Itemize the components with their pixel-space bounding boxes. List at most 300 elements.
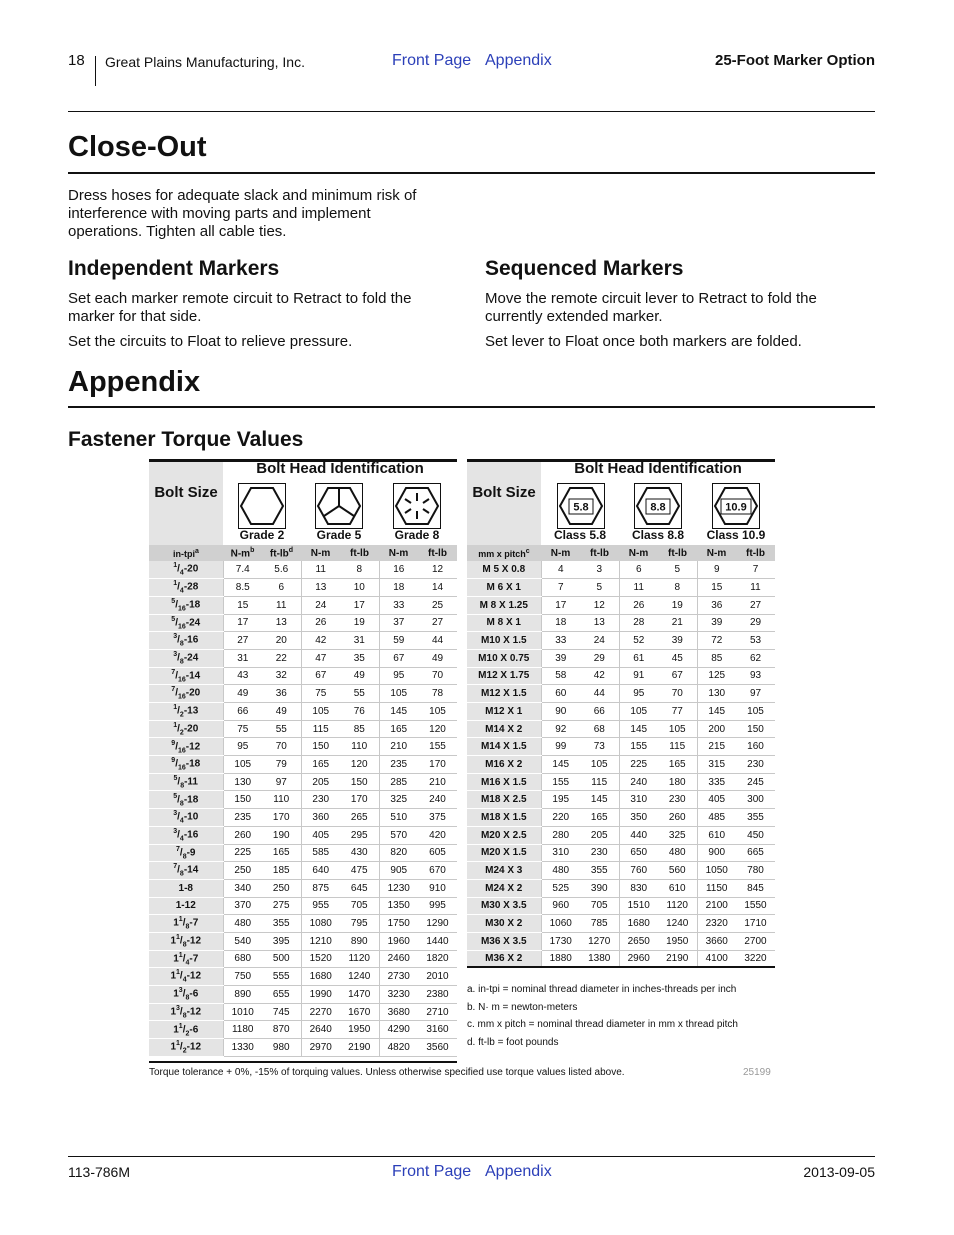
footer-front-page-link[interactable]: Front Page [392, 1163, 472, 1180]
inch-torque-cell: 27 [418, 614, 457, 632]
table-row [467, 844, 775, 862]
metric-torque-cell: 3220 [736, 950, 775, 968]
metric-torque-cell: 61 [619, 649, 658, 667]
metric-torque-cell: 11 [736, 579, 775, 597]
metric-torque-cell: 3660 [697, 932, 736, 950]
inch-bolt-size-cell: $^1/_4-20$ [149, 561, 223, 579]
closeout-rule [68, 172, 875, 174]
metric-torque-cell: 13 [580, 614, 619, 632]
appendix-heading: Appendix [68, 366, 201, 398]
inch-torque-cell: 585 [301, 844, 340, 862]
metric-torque-cell: 145 [580, 791, 619, 809]
metric-torque-cell: 280 [541, 826, 580, 844]
inch-torque-cell: 250 [262, 879, 301, 897]
metric-torque-cell: 66 [580, 703, 619, 721]
metric-bolt-size-cell: M 8 X 1 [467, 614, 541, 632]
metric-torque-cell: 1880 [541, 950, 580, 968]
metric-torque-cell: 230 [580, 844, 619, 862]
table-row [149, 579, 457, 597]
metric-bolt-size-cell: M10 X 0.75 [467, 649, 541, 667]
inch-torque-cell: 2640 [301, 1021, 340, 1039]
metric-torque-cell: 845 [736, 879, 775, 897]
metric-torque-cell: 125 [697, 667, 736, 685]
table-row [149, 950, 457, 968]
metric-bolt-size-cell: M 5 X 0.8 [467, 561, 541, 579]
inch-torque-cell: 47 [301, 649, 340, 667]
inch-torque-cell: 120 [340, 756, 379, 774]
metric-torque-cell: 99 [541, 738, 580, 756]
metric-torque-cell: 26 [619, 596, 658, 614]
inch-bolt-size-cell: $^9/_{16}-18$ [149, 756, 223, 774]
metric-torque-cell: 91 [619, 667, 658, 685]
metric-torque-cell: 1730 [541, 932, 580, 950]
inch-torque-cell: 76 [340, 703, 379, 721]
inch-subheader-cell: $N-m^b$ [223, 545, 262, 561]
class88-bolt-icon [634, 483, 682, 529]
inch-torque-cell: 7.4 [223, 561, 262, 579]
metric-torque-cell: 6 [619, 561, 658, 579]
table-row [149, 915, 457, 933]
inch-torque-cell: 170 [262, 809, 301, 827]
inch-torque-cell: 43 [223, 667, 262, 685]
inch-torque-cell: 995 [418, 897, 457, 915]
table-row [149, 1039, 457, 1057]
inch-torque-cell: 1290 [418, 915, 457, 933]
inch-torque-cell: 185 [262, 862, 301, 880]
metric-torque-cell: 1710 [736, 915, 775, 933]
metric-torque-cell: 525 [541, 879, 580, 897]
inch-torque-cell: 705 [340, 897, 379, 915]
inch-torque-cell: 570 [379, 826, 418, 844]
metric-torque-cell: 760 [619, 862, 658, 880]
inch-torque-cell: 285 [379, 773, 418, 791]
inch-torque-cell: 145 [379, 703, 418, 721]
table-row [149, 738, 457, 756]
metric-torque-cell: 68 [580, 720, 619, 738]
inch-torque-cell: 1820 [418, 950, 457, 968]
inch-bolt-size-cell: $1^1/_4-12$ [149, 968, 223, 986]
inch-torque-cell: 240 [418, 791, 457, 809]
metric-torque-cell: 310 [619, 791, 658, 809]
metric-torque-cell: 1240 [658, 915, 697, 933]
inch-torque-cell: 395 [262, 932, 301, 950]
inch-subheader-cell: N-m [301, 545, 340, 561]
inch-torque-cell: 2710 [418, 1003, 457, 1021]
metric-torque-cell: 3 [580, 561, 619, 579]
inch-bolt-size-cell: $^1/_4-28$ [149, 579, 223, 597]
metric-torque-cell: 440 [619, 826, 658, 844]
inch-torque-cell: 3560 [418, 1039, 457, 1057]
metric-torque-cell: 155 [619, 738, 658, 756]
metric-torque-cell: 1060 [541, 915, 580, 933]
inch-subheader-cell: ft-lb [340, 545, 379, 561]
table-row [149, 932, 457, 950]
inch-torque-cell: 25 [418, 596, 457, 614]
metric-torque-cell: 310 [541, 844, 580, 862]
class88-label: Class 8.8 [631, 528, 685, 542]
metric-bolt-size-cell: M18 X 2.5 [467, 791, 541, 809]
inch-torque-table [149, 545, 457, 1057]
inch-torque-cell: 1950 [340, 1021, 379, 1039]
figure-id: 25199 [743, 1067, 771, 1078]
inch-torque-cell: 26 [301, 614, 340, 632]
table-row [467, 932, 775, 950]
inch-torque-cell: 1350 [379, 897, 418, 915]
inch-torque-cell: 19 [340, 614, 379, 632]
inch-bolt-size-cell: $^5/_{16}-18$ [149, 596, 223, 614]
inch-torque-cell: 95 [379, 667, 418, 685]
inch-torque-cell: 745 [262, 1003, 301, 1021]
inch-torque-cell: 370 [223, 897, 262, 915]
metric-torque-cell: 830 [619, 879, 658, 897]
inch-torque-cell: 4290 [379, 1021, 418, 1039]
inch-torque-cell: 170 [418, 756, 457, 774]
inch-bolt-size-cell: $^3/_4-10$ [149, 809, 223, 827]
grade5-bolt-icon [315, 483, 363, 529]
inch-torque-cell: 820 [379, 844, 418, 862]
inch-torque-cell: 640 [301, 862, 340, 880]
inch-torque-cell: 150 [301, 738, 340, 756]
table-row [149, 879, 457, 897]
footnote-a: a. in-tpi = nominal thread diameter in inches-threads per inch [467, 984, 737, 995]
inch-torque-cell: 22 [262, 649, 301, 667]
grade8-bolt-icon [393, 483, 441, 529]
inch-bolt-size-cell: $^7/_{16}-14$ [149, 667, 223, 685]
section-title: 25-Foot Marker Option [714, 52, 875, 69]
inch-torque-cell: 875 [301, 879, 340, 897]
inch-bolt-size-cell: $^7/_8-14$ [149, 862, 223, 880]
metric-torque-table [467, 545, 775, 968]
metric-torque-cell: 450 [736, 826, 775, 844]
metric-torque-cell: 355 [580, 862, 619, 880]
inch-torque-cell: 1440 [418, 932, 457, 950]
inch-torque-cell: 360 [301, 809, 340, 827]
inch-subheader-cell: $ft-lb^d$ [262, 545, 301, 561]
inch-torque-cell: 150 [340, 773, 379, 791]
metric-torque-cell: 130 [697, 685, 736, 703]
table-row [467, 596, 775, 614]
inch-torque-cell: 795 [340, 915, 379, 933]
inch-bolt-size-cell: $^1/_2-20$ [149, 720, 223, 738]
grade2-label: Grade 2 [239, 528, 285, 542]
inch-torque-cell: 70 [262, 738, 301, 756]
metric-torque-cell: 1150 [697, 879, 736, 897]
metric-torque-cell: 17 [541, 596, 580, 614]
metric-torque-cell: 485 [697, 809, 736, 827]
inch-torque-cell: 11 [262, 596, 301, 614]
metric-torque-cell: 390 [580, 879, 619, 897]
metric-torque-cell: 150 [736, 720, 775, 738]
inch-torque-cell: 27 [223, 632, 262, 650]
metric-subheader-cell: ft-lb [580, 545, 619, 561]
metric-subheader-cell: N-m [619, 545, 658, 561]
metric-torque-cell: 1510 [619, 897, 658, 915]
table-row [149, 596, 457, 614]
inch-torque-cell: 205 [301, 773, 340, 791]
metric-torque-cell: 195 [541, 791, 580, 809]
inch-torque-cell: 20 [262, 632, 301, 650]
table-row [467, 738, 775, 756]
inch-torque-cell: 420 [418, 826, 457, 844]
inch-subheader-cell: N-m [379, 545, 418, 561]
torque-tolerance-note: Torque tolerance + 0%, -15% of torquing values. Unless otherwise specified use torque values listed above. [149, 1067, 625, 1078]
metric-subheader-cell: ft-lb [736, 545, 775, 561]
inch-torque-cell: 155 [418, 738, 457, 756]
metric-torque-cell: 1120 [658, 897, 697, 915]
metric-torque-cell: 160 [736, 738, 775, 756]
metric-bolt-size-cell: M12 X 1.75 [467, 667, 541, 685]
metric-torque-cell: 315 [697, 756, 736, 774]
metric-torque-cell: 72 [697, 632, 736, 650]
table-row [149, 826, 457, 844]
inch-torque-cell: 8.5 [223, 579, 262, 597]
metric-torque-cell: 705 [580, 897, 619, 915]
metric-torque-cell: 62 [736, 649, 775, 667]
metric-torque-cell: 2700 [736, 932, 775, 950]
inch-torque-cell: 18 [379, 579, 418, 597]
metric-bolt-size-cell: M16 X 1.5 [467, 773, 541, 791]
metric-torque-cell: 115 [580, 773, 619, 791]
inch-torque-cell: 35 [340, 649, 379, 667]
metric-bolt-size-header: Bolt Size [467, 462, 541, 547]
inch-torque-cell: 4820 [379, 1039, 418, 1057]
inch-torque-cell: 12 [418, 561, 457, 579]
inch-bolt-size-header: Bolt Size [149, 462, 223, 547]
inch-torque-cell: 24 [301, 596, 340, 614]
metric-table-bottom [467, 966, 775, 968]
metric-torque-cell: 2100 [697, 897, 736, 915]
inch-torque-cell: 375 [418, 809, 457, 827]
metric-subheader-cell: N-m [697, 545, 736, 561]
front-page-link[interactable]: Front Page [392, 52, 472, 69]
table-row [467, 667, 775, 685]
inch-torque-cell: 235 [223, 809, 262, 827]
inch-torque-cell: 1470 [340, 986, 379, 1004]
grade8-label: Grade 8 [394, 528, 440, 542]
inch-torque-cell: 2270 [301, 1003, 340, 1021]
inch-torque-cell: 540 [223, 932, 262, 950]
metric-torque-cell: 67 [658, 667, 697, 685]
metric-torque-cell: 900 [697, 844, 736, 862]
inch-subheader-row [149, 545, 457, 561]
independent-p2: Set the circuits to Float to relieve pressure. [68, 333, 353, 350]
inch-torque-cell: 2010 [418, 968, 457, 986]
inch-torque-cell: 6 [262, 579, 301, 597]
inch-torque-cell: 3680 [379, 1003, 418, 1021]
metric-torque-cell: 53 [736, 632, 775, 650]
grade2-bolt-icon [238, 483, 286, 529]
class58-mark: 5.8 [573, 501, 589, 514]
inch-torque-cell: 645 [340, 879, 379, 897]
metric-torque-cell: 2190 [658, 950, 697, 968]
inch-torque-cell: 480 [223, 915, 262, 933]
metric-torque-cell: 1950 [658, 932, 697, 950]
inch-subheader-cell: ft-lb [418, 545, 457, 561]
metric-torque-cell: 260 [658, 809, 697, 827]
metric-torque-cell: 785 [580, 915, 619, 933]
inch-torque-cell: 67 [301, 667, 340, 685]
metric-torque-cell: 2320 [697, 915, 736, 933]
inch-torque-cell: 405 [301, 826, 340, 844]
inch-torque-cell: 37 [379, 614, 418, 632]
metric-torque-cell: 560 [658, 862, 697, 880]
footer-appendix-link[interactable]: Appendix [485, 1163, 552, 1180]
inch-torque-cell: 10 [340, 579, 379, 597]
metric-torque-cell: 18 [541, 614, 580, 632]
inch-bolt-size-cell: 1-8 [149, 879, 223, 897]
class109-label: Class 10.9 [706, 528, 766, 542]
inch-torque-cell: 2380 [418, 986, 457, 1004]
metric-bolt-size-cell: M24 X 2 [467, 879, 541, 897]
metric-torque-cell: 8 [658, 579, 697, 597]
metric-torque-cell: 12 [580, 596, 619, 614]
table-row [149, 561, 457, 579]
metric-torque-cell: 29 [580, 649, 619, 667]
inch-bolt-size-cell: $1^1/_4-7$ [149, 950, 223, 968]
table-row [467, 703, 775, 721]
table-row [467, 561, 775, 579]
inch-torque-cell: 1010 [223, 1003, 262, 1021]
metric-torque-cell: 28 [619, 614, 658, 632]
inch-torque-cell: 31 [340, 632, 379, 650]
inch-table-bottom [149, 1061, 457, 1063]
inch-torque-cell: 3160 [418, 1021, 457, 1039]
inch-torque-cell: 510 [379, 809, 418, 827]
inch-subheader-cell: in-tpi$^a$ [149, 545, 223, 561]
metric-bolt-size-cell: M14 X 1.5 [467, 738, 541, 756]
inch-torque-cell: 870 [262, 1021, 301, 1039]
inch-torque-cell: 105 [418, 703, 457, 721]
inch-torque-cell: 165 [301, 756, 340, 774]
metric-torque-cell: 9 [697, 561, 736, 579]
metric-torque-cell: 1550 [736, 897, 775, 915]
sequenced-heading: Sequenced Markers [485, 257, 684, 280]
metric-torque-cell: 405 [697, 791, 736, 809]
inch-torque-cell: 670 [418, 862, 457, 880]
table-row [149, 791, 457, 809]
metric-torque-cell: 665 [736, 844, 775, 862]
metric-torque-cell: 355 [736, 809, 775, 827]
inch-torque-cell: 16 [379, 561, 418, 579]
doc-date: 2013-09-05 [803, 1164, 875, 1180]
class58-label: Class 5.8 [553, 528, 607, 542]
table-row [467, 632, 775, 650]
inch-torque-cell: 130 [223, 773, 262, 791]
metric-torque-cell: 350 [619, 809, 658, 827]
inch-torque-cell: 2730 [379, 968, 418, 986]
table-row [467, 649, 775, 667]
grade5-label: Grade 5 [316, 528, 362, 542]
metric-torque-cell: 105 [619, 703, 658, 721]
table-row [149, 986, 457, 1004]
table-row [467, 756, 775, 774]
inch-torque-cell: 3230 [379, 986, 418, 1004]
inch-bolt-size-cell: $1^1/_8-7$ [149, 915, 223, 933]
inch-torque-cell: 165 [379, 720, 418, 738]
inch-torque-cell: 17 [340, 596, 379, 614]
footnote-c: c. mm x pitch = nominal thread diameter in mm x thread pitch [467, 1019, 738, 1030]
metric-torque-cell: 105 [580, 756, 619, 774]
inch-torque-cell: 95 [223, 738, 262, 756]
inch-torque-cell: 905 [379, 862, 418, 880]
metric-torque-cell: 73 [580, 738, 619, 756]
metric-torque-cell: 45 [658, 649, 697, 667]
inch-torque-cell: 2970 [301, 1039, 340, 1057]
table-row [149, 844, 457, 862]
inch-torque-cell: 680 [223, 950, 262, 968]
metric-bolt-size-cell: M20 X 1.5 [467, 844, 541, 862]
inch-torque-cell: 190 [262, 826, 301, 844]
metric-torque-cell: 42 [580, 667, 619, 685]
inch-bolt-size-cell: $^5/_8-11$ [149, 773, 223, 791]
table-row [467, 685, 775, 703]
inch-bolt-size-cell: $^1/_2-13$ [149, 703, 223, 721]
inch-torque-cell: 105 [379, 685, 418, 703]
inch-torque-cell: 1680 [301, 968, 340, 986]
metric-torque-cell: 1270 [580, 932, 619, 950]
footer-rule [68, 1156, 875, 1157]
appendix-link[interactable]: Appendix [485, 52, 552, 69]
inch-bolt-size-cell: $1^1/_2-6$ [149, 1021, 223, 1039]
metric-torque-cell: 92 [541, 720, 580, 738]
inch-torque-cell: 105 [301, 703, 340, 721]
metric-bolt-size-cell: M24 X 3 [467, 862, 541, 880]
inch-bolt-size-cell: $^7/_8-9$ [149, 844, 223, 862]
inch-torque-cell: 42 [301, 632, 340, 650]
footnote-d: d. ft-lb = foot pounds [467, 1037, 559, 1048]
metric-torque-cell: 230 [658, 791, 697, 809]
inch-torque-cell: 1080 [301, 915, 340, 933]
inch-torque-cell: 49 [262, 703, 301, 721]
inch-torque-cell: 97 [262, 773, 301, 791]
metric-torque-cell: 15 [697, 579, 736, 597]
sequenced-p2: Set lever to Float once both markers are folded. [485, 333, 802, 350]
table-row [149, 756, 457, 774]
metric-torque-cell: 52 [619, 632, 658, 650]
metric-bolt-size-cell: M14 X 2 [467, 720, 541, 738]
table-row [467, 579, 775, 597]
inch-torque-cell: 605 [418, 844, 457, 862]
table-row [149, 862, 457, 880]
metric-torque-cell: 1680 [619, 915, 658, 933]
metric-torque-cell: 7 [736, 561, 775, 579]
inch-torque-cell: 33 [379, 596, 418, 614]
inch-torque-cell: 210 [379, 738, 418, 756]
metric-torque-cell: 145 [619, 720, 658, 738]
inch-torque-cell: 890 [340, 932, 379, 950]
metric-torque-cell: 145 [697, 703, 736, 721]
inch-torque-cell: 67 [379, 649, 418, 667]
inch-torque-cell: 66 [223, 703, 262, 721]
inch-torque-cell: 1230 [379, 879, 418, 897]
inch-bolt-size-cell: $1^1/_2-12$ [149, 1039, 223, 1057]
company-name: Great Plains Manufacturing, Inc. [105, 54, 305, 70]
metric-torque-cell: 5 [580, 579, 619, 597]
metric-torque-cell: 145 [541, 756, 580, 774]
inch-bhi-header: Bolt Head Identification [256, 460, 424, 477]
inch-torque-cell: 260 [223, 826, 262, 844]
inch-torque-cell: 49 [340, 667, 379, 685]
inch-torque-cell: 2190 [340, 1039, 379, 1057]
class58-bolt-icon [557, 483, 605, 529]
header-rule [68, 111, 875, 112]
closeout-intro: Dress hoses for adequate slack and minimum risk of interference with moving parts and implement operations. Tighten all cable ties. [68, 187, 417, 240]
metric-bolt-size-cell: M30 X 2 [467, 915, 541, 933]
table-row [149, 1003, 457, 1021]
metric-torque-cell: 24 [580, 632, 619, 650]
metric-torque-cell: 105 [658, 720, 697, 738]
metric-torque-cell: 7 [541, 579, 580, 597]
